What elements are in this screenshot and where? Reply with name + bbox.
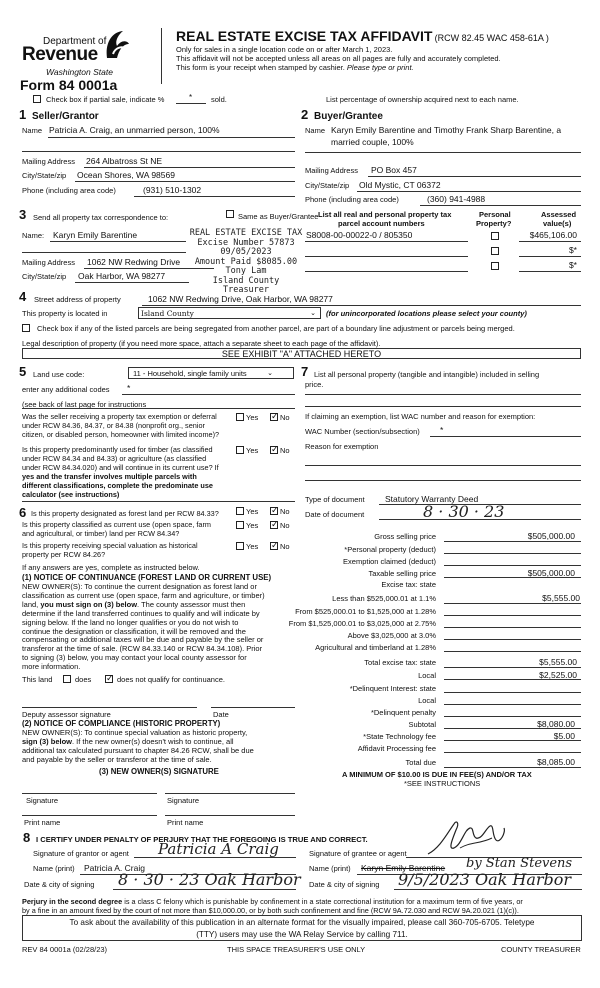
reason-label: Reason for exemption — [305, 442, 379, 451]
buyer-mail-line — [368, 176, 581, 177]
owner-print-line-2[interactable] — [165, 815, 295, 816]
parcel-assessed-h1: Assessed — [541, 210, 577, 219]
grantee-sig-label: Signature of grantee or agent — [309, 849, 407, 858]
tier2-label: From $525,000.01 to $1,525,000 at 1.28% — [295, 607, 436, 616]
assessed-value-1[interactable]: $465,106.00 — [529, 230, 577, 240]
corr-city-field[interactable]: Oak Harbor, WA 98277 — [78, 271, 166, 281]
wac-line — [430, 436, 581, 437]
personal-property-checkbox-2[interactable] — [491, 247, 499, 255]
q2-yes-checkbox[interactable] — [236, 446, 244, 454]
header-sub3-italic: Please type or print. — [346, 63, 414, 72]
calc-row — [296, 755, 586, 769]
parcel-personal-h1: Personal — [479, 210, 511, 219]
reason-line-2[interactable] — [305, 480, 581, 481]
grantor-date-line — [113, 889, 296, 890]
alt-line1: To ask about the availability of this publication in an alternate format for the visually impaired, please call 360-705-6705. Teletype — [69, 918, 535, 927]
section5-divider — [22, 501, 295, 502]
notice1-heading: (1) NOTICE OF CONTINUANCE (FOREST LAND OR CURRENT USE) — [22, 573, 272, 582]
corr-name-field[interactable]: Karyn Emily Barentine — [53, 230, 138, 240]
calc-row — [296, 669, 586, 681]
s6-q3-line2: property per RCW 84.26? — [22, 550, 106, 559]
total-state-value[interactable]: $5,555.00 — [539, 657, 577, 667]
exemption-deduct-label: Exemption claimed (deduct) — [343, 557, 436, 566]
taxable-value[interactable]: $505,000.00 — [527, 568, 575, 578]
s6-q3-no-label: No — [280, 542, 290, 551]
assessed-value-2[interactable]: $* — [568, 245, 577, 255]
header-divider — [161, 28, 162, 84]
s6-q3-yes-label: Yes — [246, 542, 259, 551]
buyer-mail-field[interactable]: PO Box 457 — [371, 165, 417, 175]
stamp-line5: Tony Lam — [225, 266, 267, 276]
stamp-line4: Amount Paid $8085.00 — [194, 256, 298, 267]
tier5-label: Agricultural and timberland at 1.28% — [315, 643, 436, 652]
subtotal-line — [444, 728, 581, 729]
calc-row — [296, 706, 586, 718]
q2-line2: under RCW 84.34 and 84.33) or agriculture (as classified — [22, 454, 207, 463]
logo-dept-line2: Revenue — [22, 44, 98, 65]
assessed-line-2 — [519, 256, 581, 257]
land-use-select[interactable] — [128, 367, 294, 379]
partial-sale-checkbox[interactable] — [33, 95, 41, 103]
n1-l7: compensating or additional taxes will be due and payable by the seller or — [22, 635, 264, 645]
grantor-name-label: Name (print) — [33, 864, 75, 873]
owner-print-line-1[interactable] — [22, 815, 157, 816]
grantee-date-line — [394, 889, 582, 890]
county-select-value: Island County — [141, 309, 194, 318]
parcel-number-line — [305, 271, 468, 272]
grantee-name-label: Name (print) — [309, 864, 351, 873]
tier4-line[interactable] — [444, 639, 581, 640]
q2-line4: yes and the transfer involves multiple parcels with — [22, 472, 197, 481]
certify-text: I CERTIFY UNDER PENALTY OF PERJURY THAT THE FOREGOING IS TRUE AND CORRECT. — [36, 835, 368, 844]
perjury-line1 — [22, 897, 523, 906]
doc-type-field[interactable]: Statutory Warranty Deed — [385, 494, 479, 504]
subtotal-value[interactable]: $8,080.00 — [537, 719, 575, 729]
q2-line3: under RCW 84.34.020) and will continue in its current use? If — [22, 463, 219, 472]
county-treasurer: COUNTY TREASURER — [501, 945, 581, 954]
n1-l8: transferor at the time of sale. (RCW 84.33.140 or RCW 84.34.108). Prior — [22, 644, 263, 654]
owner-print-label-1: Print name — [24, 818, 61, 827]
grantor-name-field[interactable]: Patricia A. Craig — [84, 863, 145, 873]
same-as-buyer-label: Same as Buyer/Grantee — [238, 212, 319, 221]
parcel-header2: parcel account numbers — [338, 219, 425, 228]
calc-row — [288, 617, 586, 629]
s6-q2-no-label: No — [280, 521, 290, 530]
corr-name-line — [50, 241, 186, 242]
chevron-down-icon: ⌄ — [310, 309, 316, 317]
s6-q2-yes-checkbox[interactable] — [236, 521, 244, 529]
owner-print-label-2: Print name — [167, 818, 204, 827]
buyer-name-line — [305, 152, 581, 153]
local-label: Local — [418, 671, 436, 680]
n1-l9: to signing (3) below, you may contact your local county assessor for — [22, 653, 247, 663]
notice3-heading: (3) NEW OWNER(S) SIGNATURE — [99, 767, 219, 776]
s6-q3-yes-checkbox[interactable] — [236, 542, 244, 550]
corr-mail-label: Mailing Address — [22, 258, 75, 267]
buyer-name-field-line2[interactable]: married couple, 100% — [331, 137, 414, 147]
parcel-assessed-h2: value(s) — [543, 219, 572, 228]
seller-name-line — [48, 137, 295, 138]
grantee-date-label: Date & city of signing — [309, 880, 380, 889]
delinq-local-line[interactable] — [444, 704, 581, 705]
n2-l1: NEW OWNER(S): To continue special valuation as historic property, — [22, 728, 248, 737]
segregate-label: Check box if any of the listed parcels are being segregated from another parcel, are part of a boundary line adjustment or parcels being merged. — [37, 324, 515, 333]
s6-q1-yes-checkbox[interactable] — [236, 507, 244, 515]
tier4-label: Above $3,025,000 at 3.0% — [347, 631, 436, 640]
affidavit-fee-line[interactable] — [444, 752, 581, 753]
same-as-buyer-checkbox[interactable] — [226, 210, 234, 218]
see-instructions: *SEE INSTRUCTIONS — [404, 779, 481, 788]
q2-line6: calculator (see instructions) — [22, 490, 120, 499]
stamp-line3: 09/05/2023 — [220, 247, 272, 257]
instructions-line — [22, 408, 295, 409]
parcel-number-line — [305, 256, 468, 257]
logo-dept-line1: Department of — [43, 36, 107, 47]
wac-field[interactable]: * — [440, 425, 444, 435]
doc-type-label: Type of document — [305, 495, 365, 504]
exempt-label: If claiming an exemption, list WAC number and reason for exemption: — [305, 412, 536, 421]
form-title-row — [176, 28, 549, 44]
legal-description-field[interactable] — [22, 348, 581, 359]
deputy-sig-label: Deputy assessor signature — [22, 710, 111, 719]
land-use-select-value: 11 - Household, single family units — [133, 369, 247, 378]
calc-row — [296, 742, 586, 754]
q1-yes-label: Yes — [246, 413, 259, 422]
grantor-date-label: Date & city of signing — [24, 880, 95, 889]
street-label: Street address of property — [34, 295, 121, 304]
n1-l3b: you must sign on (3) below — [40, 599, 138, 609]
section-1-number: 1 — [19, 107, 27, 122]
header-sub3 — [176, 63, 414, 72]
buyer-heading: Buyer/Grantee — [314, 111, 383, 122]
street-field[interactable]: 1062 NW Redwing Drive, Oak Harbor, WA 98277 — [148, 294, 333, 304]
corr-name-label: Name: — [22, 231, 45, 240]
section-4-number: 4 — [19, 289, 27, 304]
n1-l3c: . The county assessor must then — [137, 599, 246, 609]
seller-city-label: City/State/zip — [22, 171, 67, 180]
tech-fee-label: *State Technology fee — [363, 732, 436, 741]
ownership-note: List percentage of ownership acquired next to each name. — [326, 95, 519, 104]
calc-row — [296, 543, 586, 555]
total-state-label: Total excise tax: state — [364, 658, 436, 667]
notice1-body — [22, 583, 265, 672]
tier1-line — [444, 603, 581, 604]
delinq-local-label: Local — [418, 696, 436, 705]
calc-row — [296, 629, 586, 641]
total-state-line — [444, 667, 581, 668]
street-line — [142, 305, 581, 306]
assessed-line-3 — [519, 271, 581, 272]
partial-sale-label: Check box if partial sale, indicate % — [46, 95, 165, 104]
calc-row — [296, 567, 586, 579]
q1-yes-checkbox[interactable] — [236, 413, 244, 421]
seller-phone-label: Phone (including area code) — [22, 186, 116, 195]
calc-row — [296, 591, 586, 605]
reason-line-1[interactable] — [305, 465, 581, 466]
tier2-line[interactable] — [444, 615, 581, 616]
q2-line1: Is this property predominantly used for timber (as classified — [22, 445, 213, 454]
s6-q3-line1: Is this property receiving special valuation as historical — [22, 541, 198, 550]
form-title-rcw: (RCW 82.45 WAC 458-61A ) — [434, 33, 549, 43]
tech-fee-line — [444, 740, 581, 741]
s6-q1-no-checkbox[interactable] — [270, 507, 278, 515]
s7-line1: List all personal property (tangible and intangible) included in selling — [314, 370, 540, 379]
n1-l10: more information. — [22, 662, 81, 672]
grantee-date-city[interactable]: 9/5/2023 Oak Harbor — [398, 870, 572, 889]
assessed-line-1 — [519, 241, 581, 242]
seller-name-field[interactable]: Patricia A. Craig, an unmarried person, 100% — [49, 125, 220, 135]
seller-mail-label: Mailing Address — [22, 157, 75, 166]
personal-deduct-line[interactable] — [444, 553, 581, 554]
chevron-down-icon: ⌄ — [267, 370, 273, 377]
buyer-city-label: City/State/zip — [305, 181, 350, 190]
delinq-penalty-line[interactable] — [444, 716, 581, 717]
tier5-line[interactable] — [444, 651, 581, 652]
stamp-line1: REAL ESTATE EXCISE TAX — [189, 228, 303, 238]
instructions-note: (see back of last page for instructions — [22, 400, 147, 409]
total-due-line — [444, 767, 581, 768]
q2-no-checkbox[interactable] — [270, 446, 278, 454]
s7-line2: price. — [305, 380, 324, 389]
affidavit-fee-label: Affidavit Processing fee — [357, 744, 436, 753]
notice2-heading: (2) NOTICE OF COMPLIANCE (HISTORIC PROPERTY) — [22, 719, 221, 728]
q1-no-checkbox[interactable] — [270, 413, 278, 421]
legal-label: Legal description of property (if you need more space, attach a separate sheet to each page of the affidavit). — [22, 339, 381, 348]
calc-row — [296, 641, 586, 653]
n2-l2a: sign (3) below — [22, 736, 73, 746]
s6-q2-line2: and agricultural, or timber) land per RCW 84.34? — [22, 529, 180, 538]
personal-property-checkbox-3[interactable] — [491, 262, 499, 270]
n1-l1: NEW OWNER(S): To continue the current designation as forest land or — [22, 582, 257, 591]
n2-l4: and payable by the seller or transferor at the time of sale. — [22, 754, 212, 764]
partial-sold-label: sold. — [211, 95, 227, 104]
legal-description-value: SEE EXHIBIT "A" ATTACHED HERETO — [221, 349, 382, 359]
parcel-number-line — [305, 241, 468, 242]
county-select[interactable] — [138, 307, 321, 319]
calc-row — [296, 555, 586, 567]
personal-deduct-label: *Personal property (deduct) — [344, 545, 436, 554]
land-does-not-label: does not qualify for continuance. — [117, 675, 225, 684]
local-line — [444, 679, 581, 680]
n1-l2: classification as current use (open space, farm and agriculture, or timber) — [22, 590, 265, 600]
tier1-value[interactable]: $5,555.00 — [542, 593, 580, 603]
n1-l3a: land, — [22, 599, 41, 609]
n1-l5: signing below. If the land no longer qualifies or you do not wish to — [22, 617, 239, 627]
header-sub3-text: This form is your receipt when stamped by cashier. — [176, 63, 345, 72]
section-2-number: 2 — [301, 107, 309, 122]
section-8-number: 8 — [23, 830, 31, 845]
treasurer-space: THIS SPACE TREASURER'S USE ONLY — [227, 945, 366, 954]
seller-phone-line — [134, 196, 295, 197]
grantee-agent-signature: by Stan Stevens — [466, 856, 573, 871]
s6-q1: Is this property designated as forest land per RCW 84.33? — [31, 509, 219, 518]
delinq-penalty-label: *Delinquent penalty — [370, 708, 436, 717]
buyer-city-line — [357, 191, 581, 192]
deputy-date-label: Date — [213, 710, 229, 719]
taxable-label: Taxable selling price — [368, 569, 436, 578]
section-7-number: 7 — [301, 364, 309, 379]
parcel-header1: List all real and personal property tax — [318, 210, 452, 219]
n2-l2b: . If the new owner(s) doesn't wish to continue, all — [72, 736, 234, 746]
s6-q3-no-checkbox[interactable] — [270, 542, 278, 550]
segregate-checkbox[interactable] — [22, 324, 30, 332]
partial-percent-field[interactable] — [176, 103, 206, 104]
doc-date-line — [379, 519, 581, 520]
subtotal-label: Subtotal — [408, 720, 436, 729]
gross-line — [444, 541, 581, 542]
tier3-label: From $1,525,000.01 to $3,025,000 at 2.75% — [288, 619, 436, 628]
total-due-value[interactable]: $8,085.00 — [537, 757, 575, 767]
revenue-swirl-icon — [103, 28, 131, 62]
tier1-label: Less than $525,000.01 at 1.1% — [332, 594, 436, 603]
located-label: This property is located in — [22, 309, 108, 318]
deputy-date-line[interactable] — [211, 707, 295, 708]
seller-heading: Seller/Grantor — [32, 111, 99, 122]
seller-mail-line — [84, 167, 295, 168]
q1-line3: citizen, or disabled person, homeowner with limited income)? — [22, 430, 220, 439]
delinq-state-label: *Delinquent Interest: state — [349, 684, 436, 693]
tier3-line[interactable] — [444, 627, 581, 628]
owner-sig-label-1: Signature — [26, 796, 59, 805]
q2-no-label: No — [280, 446, 290, 455]
seller-phone-field[interactable]: (931) 510-1302 — [143, 185, 202, 195]
corr-name-line2 — [22, 252, 186, 253]
corr-city-label: City/State/zip — [22, 272, 67, 281]
perjury-bold: Perjury in the second degree — [22, 897, 123, 906]
owner-sig-line-2[interactable] — [165, 793, 295, 794]
grantee-name-field[interactable]: Karyn Emily Barentine — [361, 863, 446, 873]
county-note: (for unincorporated locations please select your county) — [326, 309, 527, 318]
buyer-name-label: Name — [305, 126, 326, 135]
seller-name-label: Name — [22, 126, 43, 135]
q1-line2: under RCW 84.36, 84.37, or 84.38 (nonprofit org., senior — [22, 421, 205, 430]
buyer-phone-field[interactable]: (360) 941-4988 — [427, 194, 486, 204]
n2-l3: additional tax calculated pursuant to chapter 84.26 RCW, shall be due — [22, 745, 254, 755]
calc-row — [296, 682, 586, 694]
assessed-value-3[interactable]: $* — [568, 260, 577, 270]
personal-property-line-2[interactable] — [305, 406, 581, 407]
excise-state-label: Excise tax: state — [381, 580, 436, 589]
land-does-checkbox[interactable] — [63, 675, 71, 683]
form-title: REAL ESTATE EXCISE TAX AFFIDAVIT — [176, 28, 433, 44]
doc-date-field[interactable]: 8 · 30 · 23 — [423, 502, 505, 521]
alt-format-notice — [22, 915, 582, 941]
q2-yes-label: Yes — [246, 446, 259, 455]
delinq-state-line[interactable] — [444, 692, 581, 693]
treasurer-stamp — [188, 229, 304, 296]
header-sub1: Only for sales in a single location code on or after March 1, 2023. — [176, 45, 393, 54]
q1-no-label: No — [280, 413, 290, 422]
partial-percent-value: * — [189, 93, 193, 102]
calc-row — [296, 605, 586, 617]
n1-l6: continue the designation or classification, it will be removed and the — [22, 626, 246, 636]
header-sub2: This affidavit will not be accepted unless all areas on all pages are fully and accurately completed. — [176, 54, 501, 63]
grantor-signature: Patricia A Craig — [158, 840, 279, 858]
exemption-deduct-line[interactable] — [444, 565, 581, 566]
buyer-name-field[interactable]: Karyn Emily Barentine and Timothy Frank Sharp Barentine, a — [331, 125, 562, 135]
buyer-phone-label: Phone (including area code) — [305, 195, 399, 204]
q1-line1: Was the seller receiving a property tax exemption or deferral — [22, 412, 217, 421]
additional-codes-label: enter any additional codes — [22, 385, 110, 394]
form-number: Form 84 0001a — [20, 77, 118, 93]
corr-label: Send all property tax correspondence to: — [33, 213, 169, 222]
personal-property-line-1[interactable] — [305, 394, 581, 395]
personal-property-checkbox-1[interactable] — [491, 232, 499, 240]
alt-line2: (TTY) users may use the WA Relay Service by calling 711. — [196, 929, 408, 939]
calc-row — [296, 730, 586, 742]
gross-label: Gross selling price — [374, 532, 436, 541]
s6-q1-no-label: No — [280, 507, 290, 516]
total-due-label: Total due — [405, 758, 436, 767]
seller-mail-field[interactable]: 264 Albatross St NE — [86, 156, 163, 166]
additional-codes-field[interactable]: * — [127, 383, 131, 393]
grantor-date-city[interactable]: 8 · 30 · 23 Oak Harbor — [118, 870, 301, 889]
rev-code: REV 84 0001a (02/28/23) — [22, 945, 108, 954]
perjury-line2: by a fine in an amount fixed by the court of not more than $10,000.00, or by both such confinement and fine (RCW 9A.72.030 and RCW 9A.20.021 (1)(c)). — [22, 906, 519, 915]
s6-q2-line1: Is this property classified as current use (open space, farm — [22, 520, 211, 529]
calc-row — [296, 529, 586, 543]
q2-line5: different classifications, complete the predominate use — [22, 481, 213, 490]
corr-mail-field[interactable]: 1062 NW Redwing Drive — [87, 257, 181, 267]
stamp-line2: Excise Number 57873 — [197, 237, 295, 248]
section-6-number: 6 — [19, 505, 27, 520]
section-5-number: 5 — [19, 364, 27, 379]
logo-dept-line3: Washington State — [46, 67, 113, 77]
calc-row — [296, 655, 586, 669]
local-value[interactable]: $2,525.00 — [539, 670, 577, 680]
doc-date-label: Date of document — [305, 510, 365, 519]
buyer-phone-line — [420, 205, 581, 206]
wac-label: WAC Number (section/subsection) — [305, 427, 420, 436]
grantor-sig-label: Signature of grantor or agent — [33, 849, 129, 858]
additional-codes-line — [122, 394, 295, 395]
calc-row — [296, 694, 586, 706]
notice2-body — [22, 729, 254, 765]
seller-city-field[interactable]: Ocean Shores, WA 98569 — [77, 170, 175, 180]
corr-city-line — [75, 282, 189, 283]
minimum-note: A MINIMUM OF $10.00 IS DUE IN FEE(S) AND/OR TAX — [342, 770, 532, 779]
s6-q2-yes-label: Yes — [246, 521, 259, 530]
buyer-city-field[interactable]: Old Mystic, CT 06372 — [359, 180, 441, 190]
taxable-line — [444, 577, 581, 578]
s6-q2-no-checkbox[interactable] — [270, 521, 278, 529]
s6-ifany: If any answers are yes, complete as instructed below. — [22, 563, 200, 572]
seller-city-line — [75, 181, 295, 182]
deputy-sig-line[interactable] — [22, 707, 197, 708]
land-does-not-checkbox[interactable] — [105, 675, 113, 683]
perjury-text1: is a class C felony which is punishable by confinement in a state correctional institution for a maximum term of five years, or — [122, 897, 523, 906]
stamp-line6: Island County Treasurer — [212, 275, 280, 295]
calc-row — [296, 718, 586, 730]
owner-sig-line-1[interactable] — [22, 793, 157, 794]
seller-name-line2 — [22, 151, 295, 152]
parcel-number-field[interactable]: S8008-00-00022-0 / 805350 — [306, 230, 413, 240]
this-land-label: This land — [22, 675, 53, 684]
n1-l4: determine if the land transferred continues to qualify and will indicate by — [22, 608, 260, 618]
buyer-mail-label: Mailing Address — [305, 166, 358, 175]
gross-value[interactable]: $505,000.00 — [527, 531, 575, 541]
land-does-label: does — [75, 675, 92, 684]
owner-sig-label-2: Signature — [167, 796, 200, 805]
tech-fee-value[interactable]: $5.00 — [553, 731, 575, 741]
section-3-number: 3 — [19, 207, 27, 222]
land-use-label: Land use code: — [33, 370, 85, 379]
s6-q1-yes-label: Yes — [246, 507, 259, 516]
parcel-personal-h2: Property? — [476, 219, 512, 228]
